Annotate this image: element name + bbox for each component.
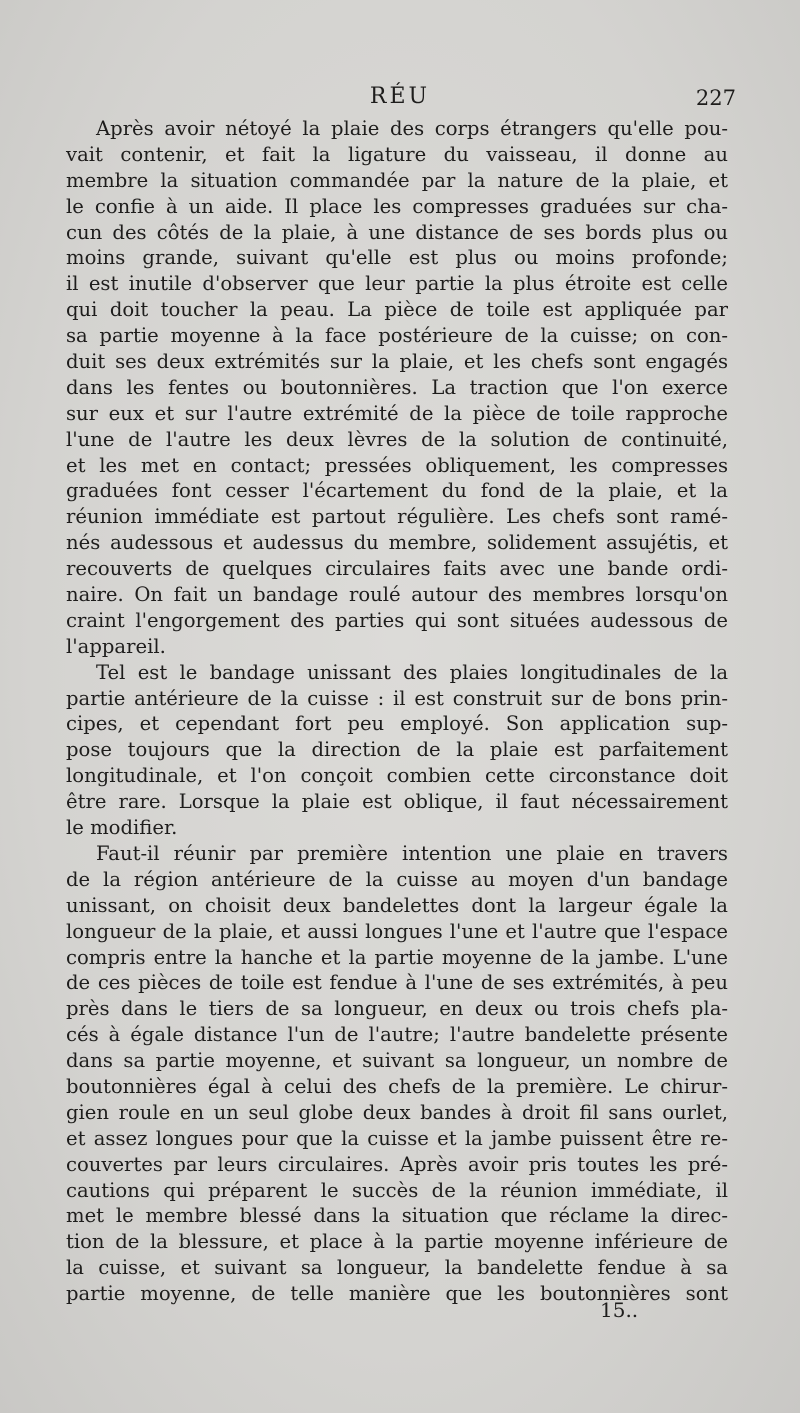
- text-line: cun des côtés de la plaie, à une distance de ses bords plus ou: [66, 220, 728, 244]
- text-line: gien roule en un seul globe deux bandes à droit fil sans ourlet,: [66, 1100, 728, 1124]
- body-text: [66, 116, 728, 1307]
- page-number: 227: [695, 86, 736, 110]
- text-line: il est inutile d'observer que leur partie la plus étroite est celle: [66, 272, 728, 296]
- text-line: vait contenir, et fait la ligature du vaisseau, il donne au: [66, 142, 728, 166]
- text-line: Après avoir nétoyé la plaie des corps étrangers qu'elle pou-: [96, 117, 728, 140]
- text-line: dans sa partie moyenne, et suivant sa longueur, un nombre de: [66, 1049, 728, 1073]
- text-line: membre la situation commandée par la nature de la plaie, et: [66, 168, 728, 192]
- text-line: Faut-il réunir par première intention une plaie en travers: [96, 841, 728, 865]
- text-line: graduées font cesser l'écartement du fond de la plaie, et la: [66, 479, 728, 503]
- text-line: moins grande, suivant qu'elle est plus ou moins profonde;: [66, 246, 728, 270]
- text-line: Tel est le bandage unissant des plaies longitudinales de la: [96, 660, 728, 684]
- text-line: de ces pièces de toile est fendue à l'une de ses extrémités, à peu: [66, 971, 728, 995]
- text-line: la cuisse, et suivant sa longueur, la bandelette fendue à sa: [66, 1256, 728, 1280]
- running-title: RÉU: [369, 84, 431, 109]
- text-line: naire. On fait un bandage roulé autour des membres lorsqu'on: [66, 583, 728, 607]
- text-line: dans les fentes ou boutonnières. La traction que l'on exerce: [66, 375, 728, 399]
- text-line: recouverts de quelques circulaires faits avec une bande ordi-: [66, 557, 728, 581]
- text-line: et assez longues pour que la cuisse et la jambe puissent être re-: [66, 1126, 728, 1150]
- text-line: boutonnières égal à celui des chefs de la première. Le chirur-: [66, 1074, 728, 1098]
- text-line: duit ses deux extrémités sur la plaie, et les chefs sont engagés: [66, 350, 728, 374]
- text-line: cipes, et cependant fort peu employé. Son application sup-: [66, 712, 728, 736]
- text-line: l'une de l'autre les deux lèvres de la solution de continuité,: [66, 427, 728, 451]
- text-line: met le membre blessé dans la situation que réclame la direc-: [66, 1204, 728, 1228]
- text-line: cautions qui préparent le succès de la réunion immédiate, il: [66, 1178, 728, 1202]
- text-line: tion de la blessure, et place à la partie moyenne inférieure de: [66, 1230, 728, 1254]
- text-line: unissant, on choisit deux bandelettes dont la largeur égale la: [66, 893, 728, 917]
- text-line: de la région antérieure de la cuisse au moyen d'un bandage: [66, 867, 728, 891]
- text-line: le confie à un aide. Il place les compresses graduées sur cha-: [66, 194, 728, 218]
- text-line: partie moyenne, de telle manière que les boutonnières sont: [66, 1282, 728, 1306]
- text-line: craint l'engorgement des parties qui sont situées audessous de: [66, 608, 728, 632]
- text-line: compris entre la hanche et la partie moyenne de la jambe. L'une: [66, 945, 728, 969]
- text-line: longueur de la plaie, et aussi longues l'une et l'autre que l'espace: [66, 919, 728, 943]
- text-line: être rare. Lorsque la plaie est oblique, il faut nécessairement: [66, 790, 728, 814]
- text-line: sa partie moyenne à la face postérieure de la cuisse; on con-: [66, 324, 728, 348]
- text-line: près dans le tiers de sa longueur, en deux ou trois chefs pla-: [66, 997, 728, 1021]
- text-line: réunion immédiate est partout régulière. Les chefs sont ramé-: [66, 505, 728, 529]
- running-head: [60, 84, 740, 118]
- signature-mark: 15..: [600, 1298, 639, 1322]
- text-line: pose toujours que la direction de la plaie est parfaitement: [66, 738, 728, 762]
- text-line: sur eux et sur l'autre extrémité de la pièce de toile rapproche: [66, 401, 728, 425]
- text-line: longitudinale, et l'on conçoit combien cette circonstance doit: [66, 764, 728, 788]
- text-line: l'appareil.: [66, 634, 166, 658]
- text-line: qui doit toucher la peau. La pièce de toile est appliquée par: [66, 298, 728, 322]
- text-line: couvertes par leurs circulaires. Après avoir pris toutes les pré-: [66, 1152, 728, 1176]
- text-line: partie antérieure de la cuisse : il est construit sur de bons prin-: [66, 686, 728, 710]
- text-line: nés audessous et audessus du membre, solidement assujétis, et: [66, 531, 728, 555]
- text-line: cés à égale distance l'un de l'autre; l'autre bandelette présente: [66, 1023, 728, 1047]
- text-line: et les met en contact; pressées obliquement, les compresses: [66, 453, 728, 477]
- text-line: le modifier.: [66, 816, 178, 840]
